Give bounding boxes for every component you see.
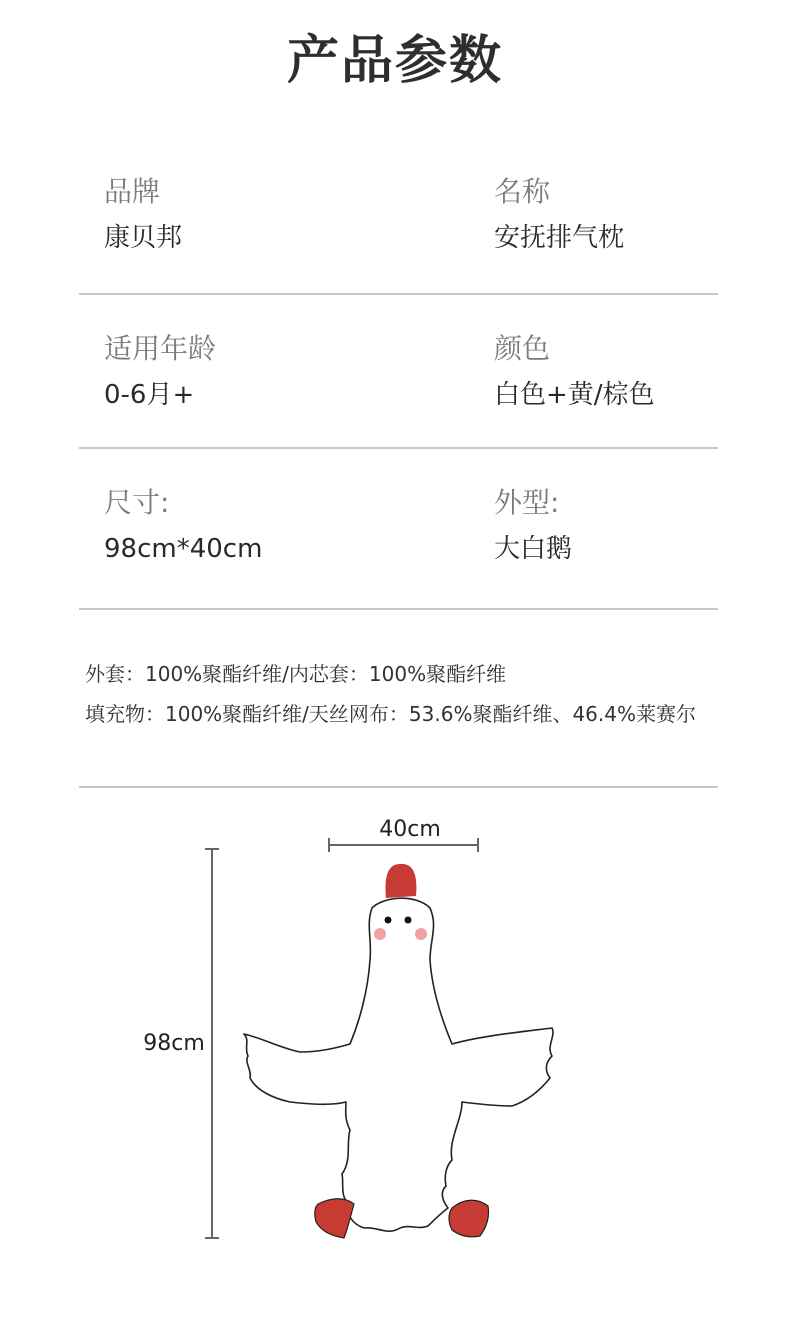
param-label: 外型: [494,486,560,519]
divider [79,293,718,295]
param-label: 名称 [494,175,551,208]
param-label: 适用年龄 [104,332,217,365]
param-label: 颜色 [494,332,551,365]
param-shape [494,485,572,567]
goose-eye [405,917,412,924]
goose-cheek [374,928,386,940]
param-value: 白色+黄/棕色 [494,380,655,410]
width-label: 40cm [379,817,441,842]
height-label: 98cm [143,1031,205,1056]
param-size [104,485,262,567]
param-value: 安抚排气枕 [494,223,625,253]
goose-eye [385,917,392,924]
param-value: 康贝邦 [104,223,183,253]
divider [79,447,718,449]
param-color [494,331,655,413]
material-outer: 外套：100%聚酯纤维/内芯套：100%聚酯纤维 [85,662,507,686]
goose-cheek [415,928,427,940]
param-name [494,174,624,256]
param-age [104,331,216,413]
height-dimension [143,849,219,1238]
param-label: 品牌 [104,175,161,208]
page-title: 产品参数 [286,31,503,91]
material-filling: 填充物：100%聚酯纤维/天丝网布：53.6%聚酯纤维、46.4%莱赛尔 [85,702,696,726]
goose-icon [244,864,553,1238]
divider [79,786,718,788]
param-value: 98cm*40cm [104,534,263,564]
param-value: 0-6月+ [104,380,195,410]
divider [79,608,718,610]
param-label: 尺寸: [104,486,170,519]
width-dimension [329,817,478,852]
param-value: 大白鹅 [494,534,573,564]
goose-pillow-illustration [0,800,790,1260]
param-brand [104,174,182,256]
